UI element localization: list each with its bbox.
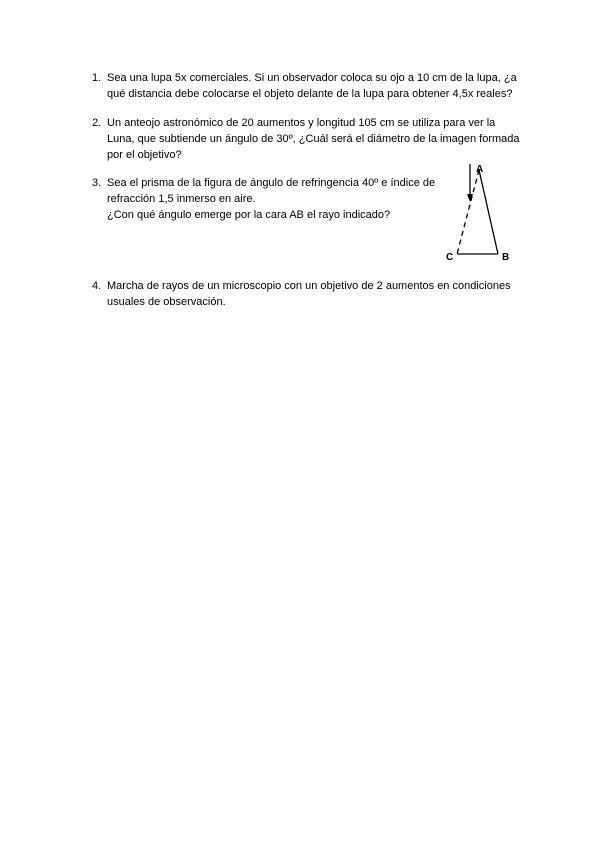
prism-face-ac	[457, 170, 479, 254]
vertex-c-label: C	[446, 252, 454, 263]
problem-line: qué distancia debe colocarse el objeto delante de la lupa para obtener 4,5x reales?	[107, 88, 513, 100]
prism-diagram	[440, 160, 520, 264]
problem-text	[107, 70, 537, 102]
problem-line: Marcha de rayos de un microscopio con un objetivo de 2 aumentos en condiciones	[107, 280, 511, 292]
prism-face-ab	[479, 170, 498, 254]
problem-line: por el objetivo?	[107, 149, 182, 161]
problem-line: Sea una lupa 5x comerciales. Si un observador coloca su ojo a 10 cm de la lupa, ¿a	[107, 72, 517, 84]
problem-number: 2.	[92, 117, 102, 129]
problem-text	[107, 278, 537, 310]
problem-line: Sea el prisma de la figura de ángulo de refringencia 40º e índice de	[107, 177, 436, 189]
vertex-a-label: A	[476, 164, 484, 175]
problem-line: ¿Con qué ángulo emerge por la cara AB el rayo indicado?	[107, 209, 391, 221]
problem-number: 4.	[92, 280, 102, 292]
problem-line: Un anteojo astronómico de 20 aumentos y longitud 105 cm se utiliza para ver la	[107, 117, 496, 129]
problem-line: Luna, que subtiende un ángulo de 30º, ¿Cuál será el diámetro de la imagen formada	[107, 133, 520, 145]
vertex-b-label: B	[502, 252, 510, 263]
problem-number: 1.	[92, 72, 102, 84]
problem-line: usuales de observación.	[107, 296, 226, 308]
problem-line: refracción 1,5 inmerso en aire.	[107, 193, 256, 205]
problem-number: 3.	[92, 177, 102, 189]
problem-text	[107, 115, 537, 163]
prism-figure	[440, 160, 520, 264]
